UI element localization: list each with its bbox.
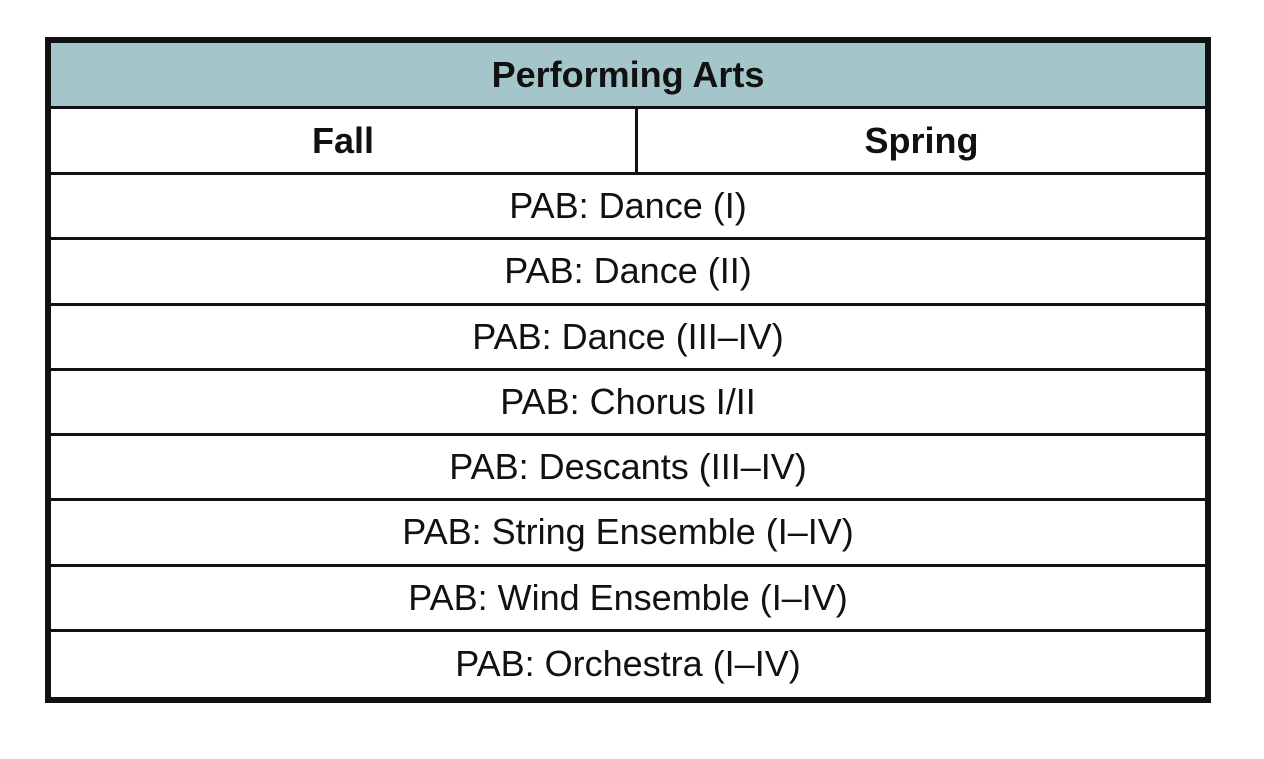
table-row: PAB: Dance (II)	[51, 240, 1205, 305]
table-grid	[51, 43, 1205, 697]
performing-arts-table	[45, 37, 1211, 703]
table-row: PAB: Dance (III–IV)	[51, 306, 1205, 371]
column-header-spring: Spring	[638, 109, 1205, 175]
table-title: Performing Arts	[51, 43, 1205, 109]
table-row: PAB: String Ensemble (I–IV)	[51, 501, 1205, 566]
table-row: PAB: Descants (III–IV)	[51, 436, 1205, 501]
column-header-fall: Fall	[51, 109, 638, 175]
table-row: PAB: Wind Ensemble (I–IV)	[51, 567, 1205, 632]
table-row: PAB: Chorus I/II	[51, 371, 1205, 436]
table-row: PAB: Dance (I)	[51, 175, 1205, 240]
table-row: PAB: Orchestra (I–IV)	[455, 643, 801, 685]
